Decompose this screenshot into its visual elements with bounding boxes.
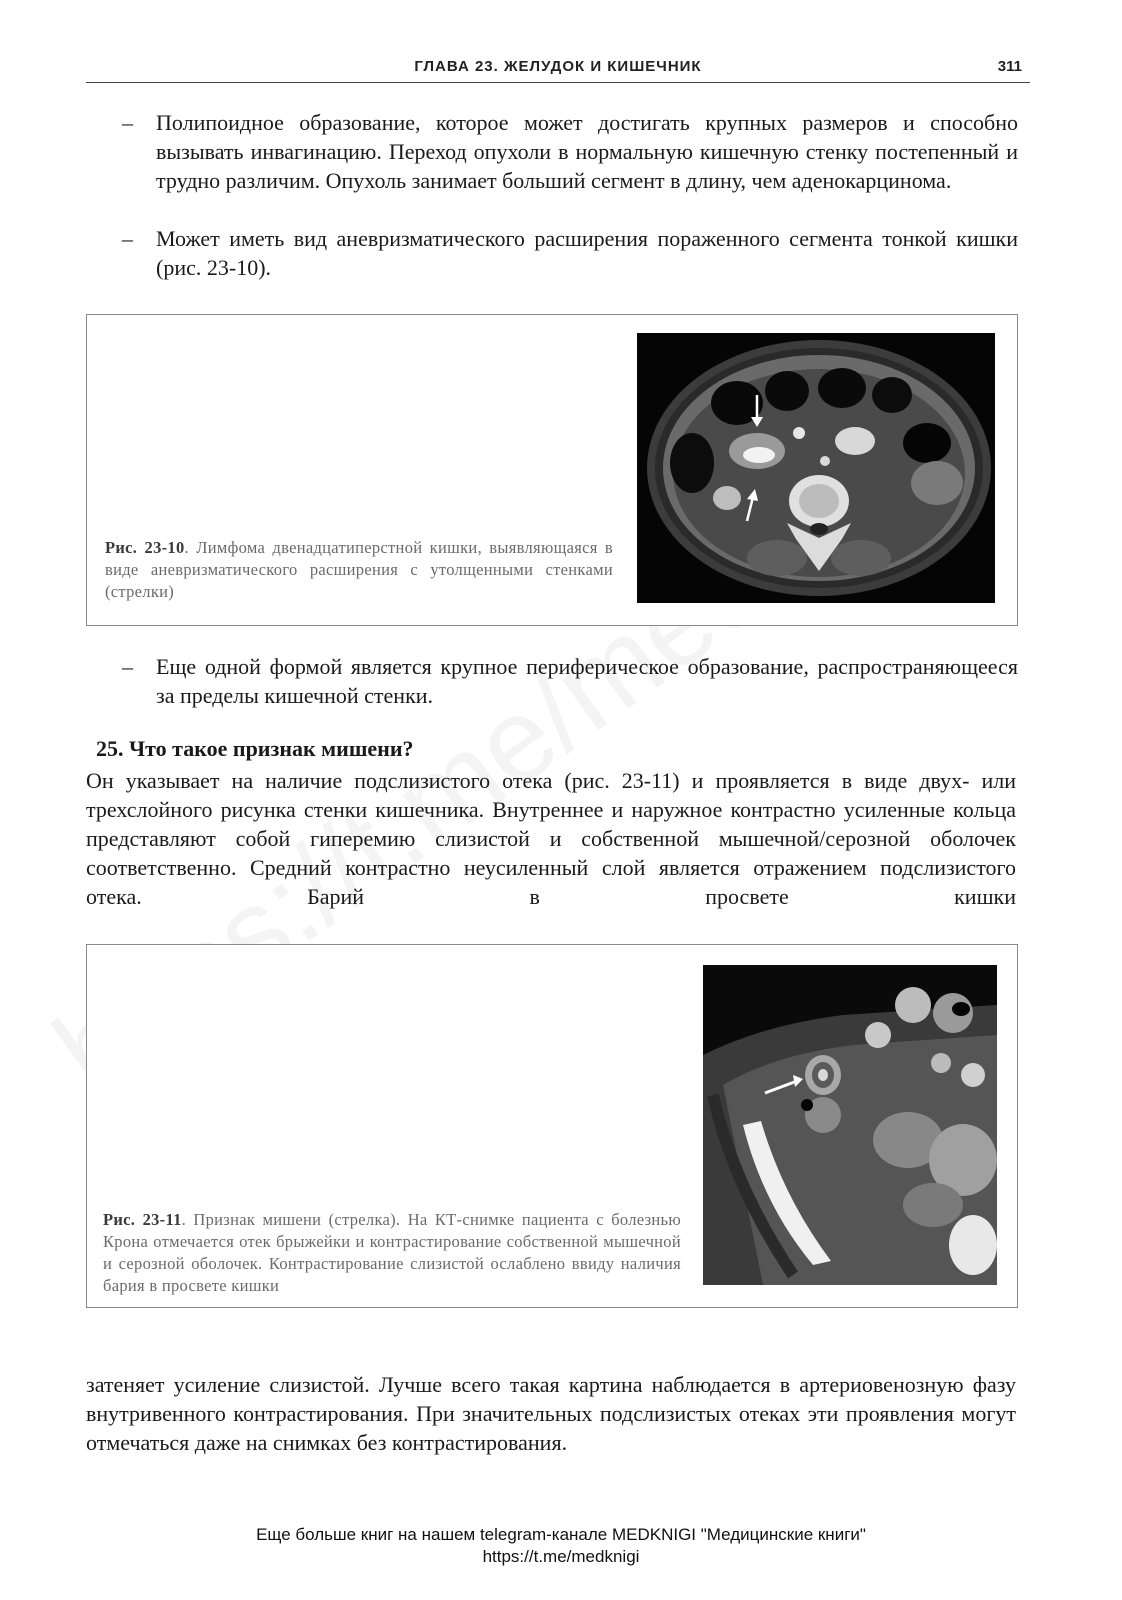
ct-scan-image — [637, 333, 995, 603]
figure-23-10 — [86, 314, 1018, 626]
dash-marker: – — [122, 226, 133, 251]
bullet-item — [122, 224, 1018, 282]
page-number: 311 — [997, 58, 1022, 75]
dash-marker: – — [122, 110, 133, 135]
chapter-title: ГЛАВА 23. ЖЕЛУДОК И КИШЕЧНИК — [414, 58, 702, 75]
figure-23-11 — [86, 944, 1018, 1308]
bullet-item — [122, 108, 1018, 195]
page-footer — [0, 1524, 1122, 1568]
question-heading — [96, 736, 414, 762]
dash-marker: – — [122, 654, 133, 679]
bullet-item — [122, 652, 1018, 710]
footer-line-1: Еще больше книг на нашем telegram-канале MEDKNIGI "Медицинские книги" — [256, 1525, 866, 1544]
bullet-text: Еще одной формой является крупное периферическое образование, распространяющееся за пределы кишечной стенки. — [156, 654, 1018, 708]
body-paragraph: Он указывает на наличие подслизистого отека (рис. 23-11) и проявляется в виде двух- или трехслойного рисунка стенки кишечника. Внутреннее и наружное контрастно усиленные кольца представляют собой гиперемию слизистой и собственной мышечной/серозной оболочек соответственно. Средний контрастно неусиленный слой является отражением подслизистого отека. Барий в просвете кишки — [86, 768, 1016, 909]
figure-label: Рис. 23-11 — [103, 1210, 182, 1229]
figure-label: Рис. 23-10 — [105, 538, 185, 557]
caption-text: . Признак мишени (стрелка). На КТ-снимке пациента с болезнью Крона отмечается отек брыжейки и контрастирование собственной мышечной и серозной оболочек. Контрастирование слизистой ослаблено ввиду наличия бария в просвете кишки — [103, 1210, 681, 1295]
figure-caption — [103, 1209, 681, 1297]
footer-link[interactable]: https://t.me/medknigi — [482, 1547, 640, 1566]
bullet-text: Полипоидное образование, которое может достигать крупных размеров и способно вызывать инвагинацию. Переход опухоли в нормальную кишечную стенку постепенный и трудно различим. Опухоль занимает больший сегмент в длину, чем аденокарцинома. — [156, 110, 1018, 193]
figure-caption — [105, 537, 613, 603]
caption-text: . Лимфома двенадцатиперстной кишки, выявляющаяся в виде аневризматического расширения с утолщенными стенками (стрелки) — [105, 538, 613, 601]
question-number: 25. — [96, 736, 124, 761]
page-header — [86, 56, 1030, 83]
bullet-text: Может иметь вид аневризматического расширения пораженного сегмента тонкой кишки (рис. 23-10). — [156, 226, 1018, 280]
ct-scan-image — [703, 965, 997, 1285]
question-title: Что такое признак мишени? — [129, 736, 414, 761]
body-paragraph: затеняет усиление слизистой. Лучше всего такая картина наблюдается в артериовенозную фазу внутривенного контрастирования. При значительных подслизистых отеках эти проявления могут отмечаться даже на снимках без контрастирования. — [86, 1372, 1016, 1455]
